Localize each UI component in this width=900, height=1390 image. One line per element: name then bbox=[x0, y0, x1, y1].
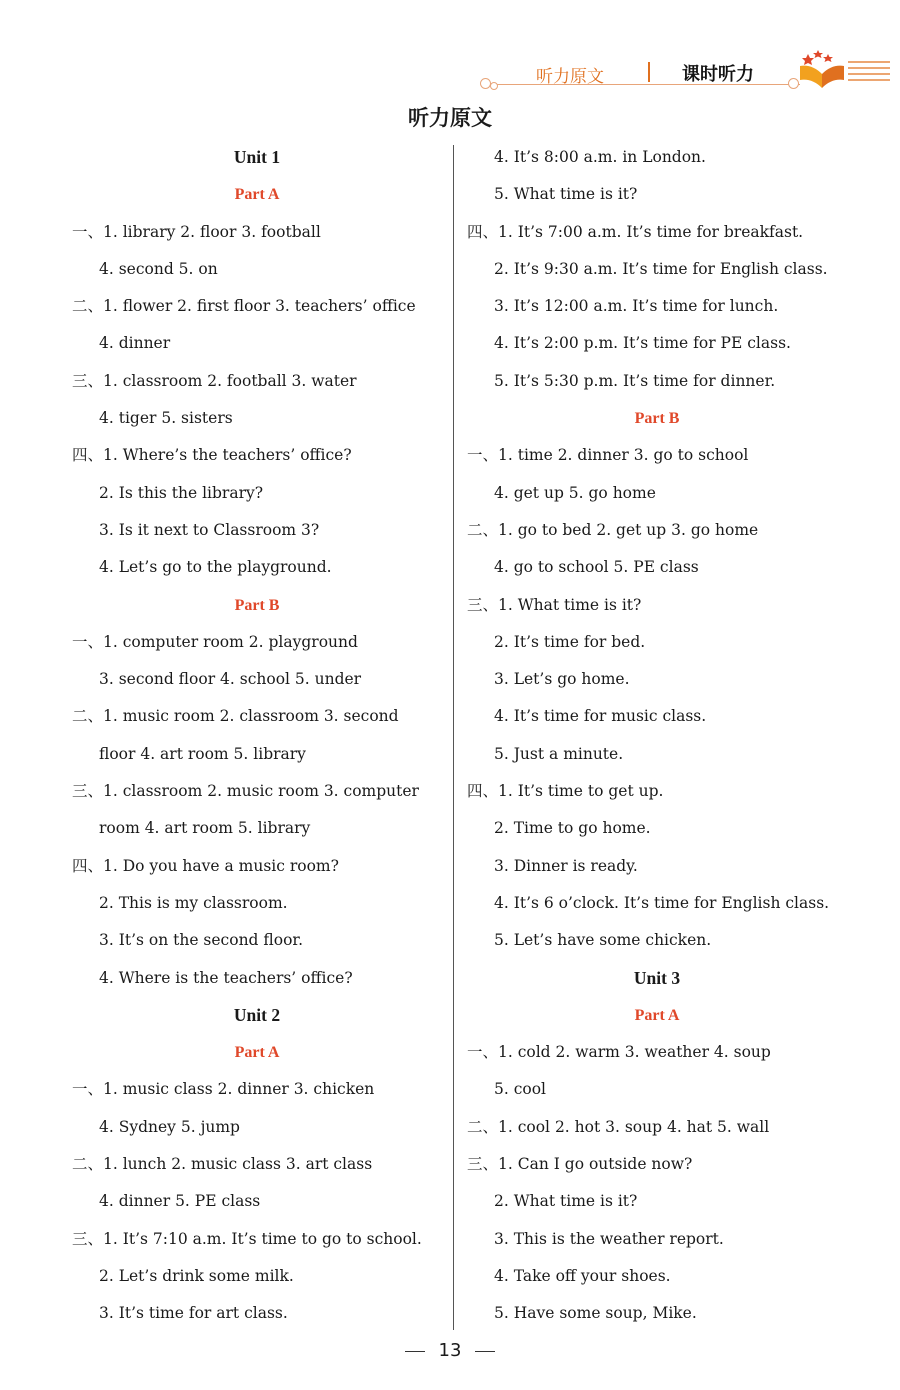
answer-line: 3. This is the weather report. bbox=[494, 1229, 724, 1248]
answer-line: 2. Time to go home. bbox=[494, 819, 651, 838]
answer-line: 3. Let’s go home. bbox=[494, 670, 630, 689]
answer-line: 4. Let’s go to the playground. bbox=[99, 558, 332, 577]
answer-line: 4. dinner 5. PE class bbox=[99, 1192, 261, 1211]
answer-line: 2. Is this the library? bbox=[99, 483, 264, 502]
answer-line: room 4. art room 5. library bbox=[99, 819, 311, 838]
answer-line: 4. It’s 8:00 a.m. in London. bbox=[494, 148, 706, 166]
answer-line: 5. Let’s have some chicken. bbox=[494, 931, 712, 950]
answer-line: 4. go to school 5. PE class bbox=[494, 558, 699, 577]
answer-line: 4. get up 5. go home bbox=[494, 483, 656, 502]
answer-item: 三、1. classroom 2. music room 3. computer bbox=[72, 782, 419, 801]
answer-item: 四、1. Do you have a music room? bbox=[72, 856, 339, 875]
part-heading: Part B bbox=[234, 596, 280, 614]
answer-item: 一、1. time 2. dinner 3. go to school bbox=[467, 446, 749, 465]
answer-line: 3. It’s time for art class. bbox=[99, 1304, 288, 1323]
page-header bbox=[470, 52, 890, 92]
page-footer bbox=[0, 1340, 900, 1361]
answer-item: 四、1. Where’s the teachers’ office? bbox=[72, 446, 352, 465]
answer-item: 一、1. computer room 2. playground bbox=[72, 632, 358, 651]
answer-line: 2. What time is it? bbox=[494, 1192, 638, 1211]
answer-line: floor 4. art room 5. library bbox=[99, 744, 306, 763]
part-heading: Part A bbox=[634, 1006, 680, 1024]
unit-heading: Unit 1 bbox=[233, 147, 281, 167]
page-number: 13 bbox=[438, 1340, 462, 1361]
answer-line: 4. dinner bbox=[99, 334, 171, 353]
left-column bbox=[72, 139, 442, 1339]
open-book-icon bbox=[792, 48, 892, 90]
part-heading: Part A bbox=[234, 186, 280, 204]
answer-item: 二、1. go to bed 2. get up 3. go home bbox=[467, 520, 759, 539]
unit-heading: Unit 3 bbox=[633, 967, 681, 988]
answer-line: 2. It’s 9:30 a.m. It’s time for English class. bbox=[494, 259, 828, 278]
answer-line: 2. Let’s drink some milk. bbox=[99, 1266, 294, 1285]
answer-item: 一、1. music class 2. dinner 3. chicken bbox=[72, 1080, 375, 1099]
answer-item: 三、1. classroom 2. football 3. water bbox=[72, 371, 357, 390]
answer-line: 3. It’s on the second floor. bbox=[99, 931, 304, 950]
header-dot bbox=[490, 82, 498, 90]
header-separator bbox=[648, 62, 650, 82]
answer-line: 3. Dinner is ready. bbox=[494, 856, 638, 875]
answer-item: 四、1. It’s time to get up. bbox=[467, 782, 664, 801]
answer-line: 4. Sydney 5. jump bbox=[99, 1117, 240, 1136]
answer-line: 4. tiger 5. sisters bbox=[99, 409, 233, 428]
answer-line: 4. Where is the teachers’ office? bbox=[99, 968, 353, 987]
answer-line: 5. It’s 5:30 p.m. It’s time for dinner. bbox=[494, 371, 776, 390]
right-column bbox=[467, 139, 847, 1339]
answer-line: 3. It’s 12:00 a.m. It’s time for lunch. bbox=[494, 297, 779, 316]
answer-item: 三、1. Can I go outside now? bbox=[467, 1155, 693, 1174]
answer-line: 4. Take off your shoes. bbox=[494, 1266, 671, 1285]
answer-line: 4. It’s 2:00 p.m. It’s time for PE class. bbox=[494, 334, 791, 353]
answer-line: 3. second floor 4. school 5. under bbox=[99, 670, 362, 689]
part-heading: Part A bbox=[234, 1044, 280, 1062]
answer-line: 5. cool bbox=[494, 1080, 547, 1099]
answer-line: 5. Have some soup, Mike. bbox=[494, 1304, 697, 1323]
answer-line: 5. What time is it? bbox=[494, 185, 638, 204]
header-book-title: 课时听力 bbox=[682, 64, 754, 85]
answer-line: 5. Just a minute. bbox=[494, 744, 624, 763]
column-divider bbox=[453, 145, 454, 1330]
answer-item: 三、1. What time is it? bbox=[467, 595, 642, 614]
answer-item: 二、1. music room 2. classroom 3. second bbox=[72, 707, 399, 726]
answer-item: 三、1. It’s 7:10 a.m. It’s time to go to school. bbox=[72, 1229, 422, 1248]
part-heading: Part B bbox=[634, 410, 680, 428]
answer-line: 2. It’s time for bed. bbox=[494, 632, 646, 651]
answer-item: 一、1. library 2. floor 3. football bbox=[72, 222, 321, 241]
answer-line: 4. second 5. on bbox=[99, 259, 218, 278]
footer-dash bbox=[475, 1351, 495, 1352]
answer-line: 3. Is it next to Classroom 3? bbox=[99, 520, 320, 539]
page-title: 听力原文 bbox=[408, 106, 492, 130]
footer-dash bbox=[405, 1351, 425, 1352]
header-section-label: 听力原文 bbox=[536, 67, 604, 87]
answer-item: 二、1. lunch 2. music class 3. art class bbox=[72, 1155, 373, 1174]
answer-line: 2. This is my classroom. bbox=[99, 893, 288, 912]
answer-item: 一、1. cold 2. warm 3. weather 4. soup bbox=[467, 1043, 771, 1062]
answer-item: 四、1. It’s 7:00 a.m. It’s time for breakfast. bbox=[467, 222, 804, 241]
answer-line: 4. It’s time for music class. bbox=[494, 707, 707, 726]
answer-line: 4. It’s 6 o’clock. It’s time for English class. bbox=[494, 893, 830, 912]
answer-item: 二、1. flower 2. first floor 3. teachers’ office bbox=[72, 297, 416, 316]
answer-item: 二、1. cool 2. hot 3. soup 4. hat 5. wall bbox=[467, 1117, 770, 1136]
unit-heading: Unit 2 bbox=[233, 1004, 281, 1025]
